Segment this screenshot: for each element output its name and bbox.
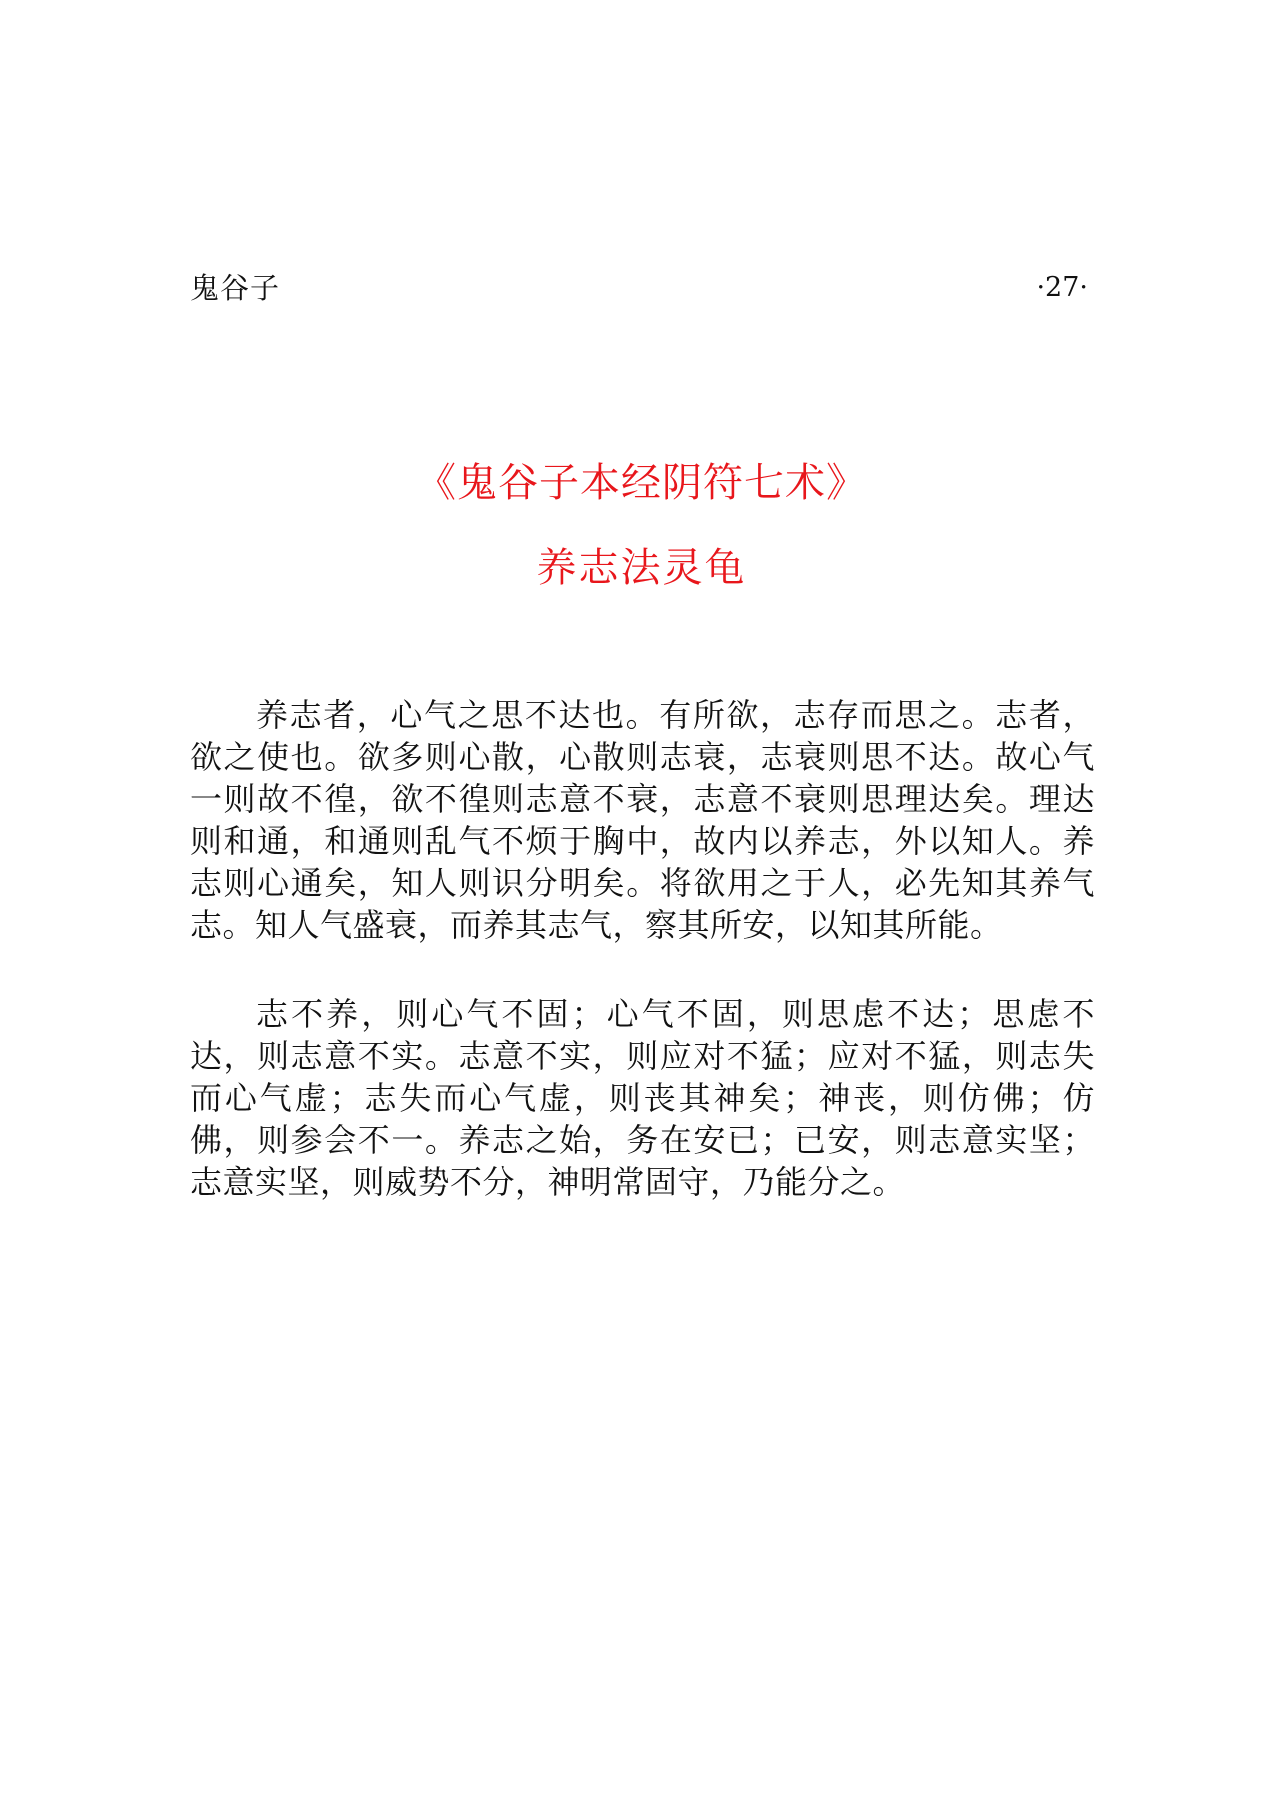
page-number: ·27· xyxy=(1036,272,1088,303)
paragraph: 养志者，心气之思不达也。有所欲，志存而思之。志者，欲之使也。欲多则心散，心散则志衰，志衰则思不达。故心气一则故不徨，欲不徨则志意不衰，志意不衰则思理达矣。理达则和通，和通则乱气不烦于胸中，故内以养志，外以知人。养志则心通矣，知人则识分明矣。将欲用之于人，必先知其养气志。知人气盛衰，而养其志气，察其所安，以知其所能。 xyxy=(190,696,1095,944)
running-title: 鬼谷子 xyxy=(190,271,281,305)
paragraph: 志不养，则心气不固；心气不固，则思虑不达；思虑不达，则志意不实。志意不实，则应对不猛；应对不猛，则志失而心气虚；志失而心气虚，则丧其神矣；神丧，则仿佛；仿佛，则参会不一。养志之始，务在安已；已安，则志意实坚；志意实坚，则威势不分，神明常固守，乃能分之。 xyxy=(190,995,1095,1201)
chapter-title: 养志法灵龟 xyxy=(536,545,747,591)
book-title: 《鬼谷子本经阴符七术》 xyxy=(416,460,867,506)
